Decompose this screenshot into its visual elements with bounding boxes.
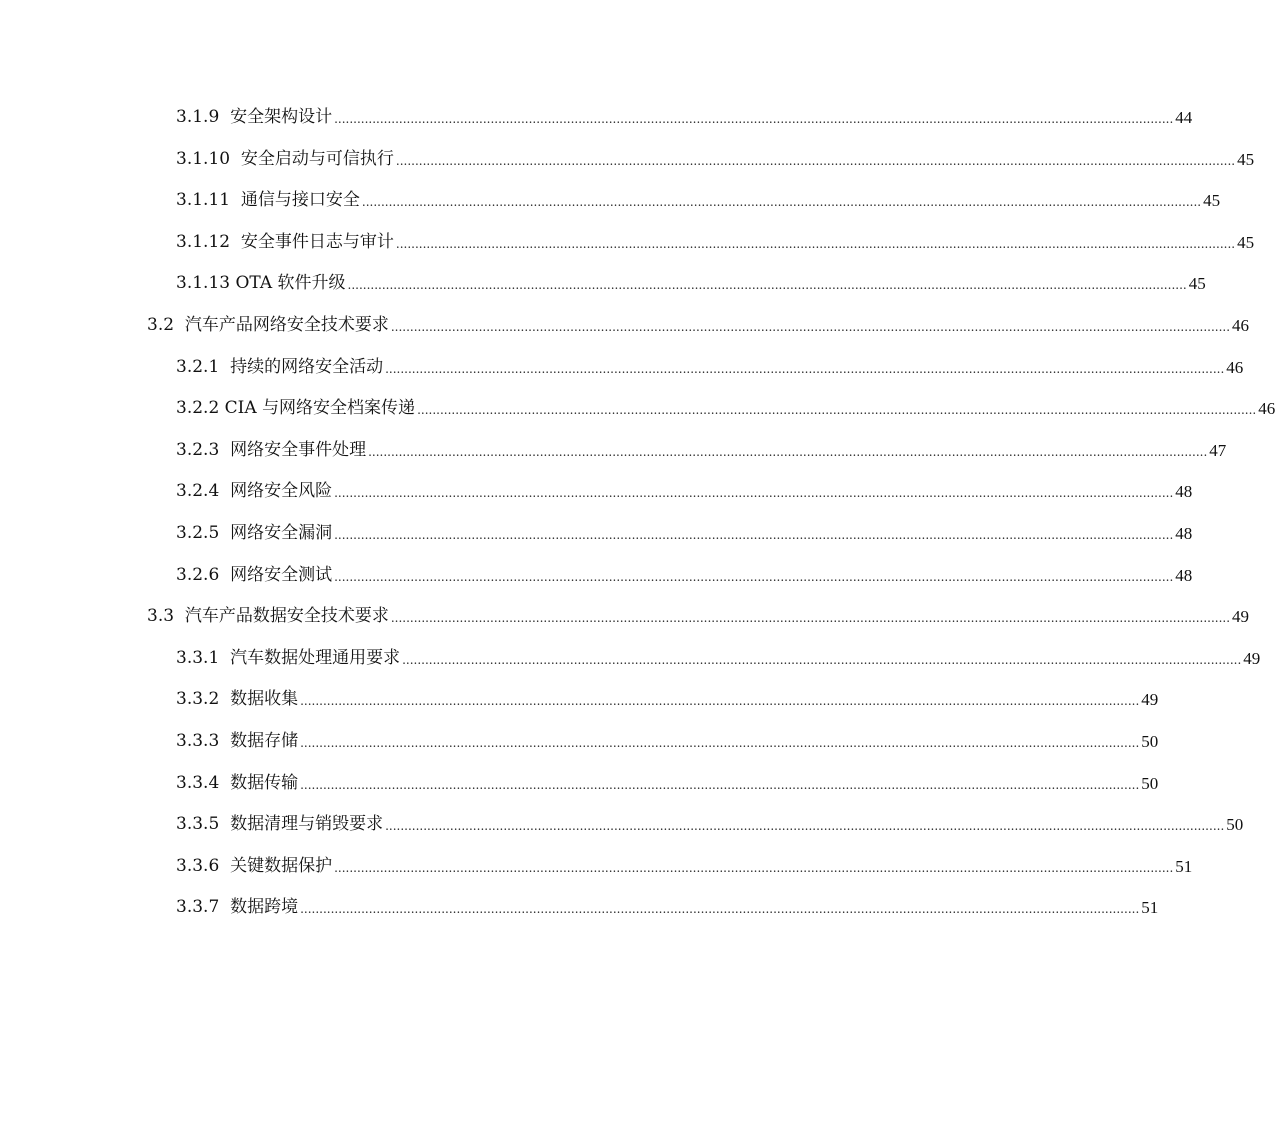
toc-entry-label: 3.2.3 网络安全事件处理 bbox=[176, 439, 367, 460]
toc-entry-label: 3.3.5 数据清理与销毁要求 bbox=[176, 814, 384, 835]
toc-entry[interactable] bbox=[176, 804, 1244, 846]
toc-entry-label: 3.3.3 数据存储 bbox=[176, 730, 299, 751]
toc-dot-leader: ............................................................................................................................................................................................................................ bbox=[368, 444, 1208, 459]
toc-dot-leader: ............................................................................................................................................................................................................................ bbox=[334, 569, 1174, 584]
toc-entry[interactable] bbox=[176, 846, 1193, 888]
toc-page-number: 50 bbox=[1226, 815, 1244, 835]
toc-page-number: 45 bbox=[1203, 191, 1221, 211]
toc-entry[interactable] bbox=[176, 263, 1206, 305]
toc-entry[interactable] bbox=[176, 180, 1221, 222]
table-of-contents bbox=[0, 97, 1275, 929]
toc-entry[interactable] bbox=[176, 97, 1193, 139]
toc-page-number: 49 bbox=[1232, 607, 1250, 627]
toc-dot-leader: ............................................................................................................................................................................................................................ bbox=[334, 527, 1174, 542]
toc-dot-leader: ............................................................................................................................................................................................................................ bbox=[334, 860, 1174, 875]
toc-entry-label: 3.3 汽车产品数据安全技术要求 bbox=[147, 606, 389, 627]
toc-page-number: 46 bbox=[1258, 399, 1275, 419]
toc-entry[interactable] bbox=[147, 305, 1250, 347]
toc-entry[interactable] bbox=[176, 430, 1227, 472]
toc-page-number: 47 bbox=[1209, 440, 1227, 460]
toc-entry-label: 3.3.2 数据收集 bbox=[176, 689, 299, 710]
toc-entry-label: 3.1.9 安全架构设计 bbox=[176, 107, 333, 127]
toc-entry[interactable] bbox=[176, 679, 1159, 721]
toc-dot-leader: ............................................................................................................................................................................................................................ bbox=[300, 694, 1140, 709]
toc-dot-leader: ............................................................................................................................................................................................................................ bbox=[395, 153, 1236, 168]
toc-page-number: 46 bbox=[1226, 357, 1244, 377]
toc-entry-label: 3.3.4 数据传输 bbox=[176, 772, 299, 793]
toc-entry[interactable] bbox=[176, 763, 1159, 805]
toc-entry-label: 3.2.5 网络安全漏洞 bbox=[176, 522, 333, 543]
toc-entry-label: 3.1.12 安全事件日志与审计 bbox=[176, 231, 394, 252]
toc-dot-leader: ............................................................................................................................................................................................................................ bbox=[334, 112, 1174, 126]
toc-page-number: 50 bbox=[1141, 731, 1159, 751]
toc-page-number: 46 bbox=[1232, 315, 1250, 335]
toc-entry-label: 3.2.6 网络安全测试 bbox=[176, 564, 333, 585]
toc-dot-leader: ............................................................................................................................................................................................................................ bbox=[402, 652, 1242, 667]
toc-dot-leader: ............................................................................................................................................................................................................................ bbox=[300, 902, 1140, 917]
toc-dot-leader: ............................................................................................................................................................................................................................ bbox=[390, 319, 1231, 334]
toc-page-number: 48 bbox=[1175, 523, 1193, 543]
toc-dot-leader: ............................................................................................................................................................................................................................ bbox=[361, 195, 1202, 210]
toc-entry-label: 3.3.6 关键数据保护 bbox=[176, 855, 333, 876]
toc-dot-leader: ............................................................................................................................................................................................................................ bbox=[385, 361, 1225, 376]
toc-entry[interactable] bbox=[176, 513, 1193, 555]
toc-entry[interactable] bbox=[176, 222, 1255, 264]
toc-entry[interactable] bbox=[176, 638, 1261, 680]
toc-page-number: 48 bbox=[1175, 482, 1193, 502]
toc-entry-label: 3.3.7 数据跨境 bbox=[176, 897, 299, 918]
toc-page-number: 51 bbox=[1141, 898, 1159, 918]
toc-entry-label: 3.2.2 CIA 与网络安全档案传递 bbox=[176, 398, 416, 419]
toc-page-number: 44 bbox=[1175, 108, 1193, 127]
toc-entry-label: 3.1.10 安全启动与可信执行 bbox=[176, 148, 394, 169]
toc-entry-label: 3.2.1 持续的网络安全活动 bbox=[176, 356, 384, 377]
toc-dot-leader: ............................................................................................................................................................................................................................ bbox=[417, 403, 1257, 418]
toc-entry-label: 3.1.11 通信与接口安全 bbox=[176, 190, 360, 211]
toc-entry[interactable] bbox=[176, 555, 1193, 597]
toc-entry-label: 3.2 汽车产品网络安全技术要求 bbox=[147, 314, 389, 335]
toc-page-number: 50 bbox=[1141, 773, 1159, 793]
toc-entry[interactable] bbox=[176, 721, 1159, 763]
toc-dot-leader: ............................................................................................................................................................................................................................ bbox=[395, 236, 1236, 251]
toc-entry[interactable] bbox=[176, 388, 1275, 430]
toc-page-number: 45 bbox=[1237, 232, 1255, 252]
toc-dot-leader: ............................................................................................................................................................................................................................ bbox=[347, 278, 1187, 293]
toc-entry-label: 3.2.4 网络安全风险 bbox=[176, 481, 333, 502]
toc-page-number: 51 bbox=[1175, 856, 1193, 876]
toc-dot-leader: ............................................................................................................................................................................................................................ bbox=[300, 777, 1140, 792]
toc-entry[interactable] bbox=[176, 471, 1193, 513]
toc-page-number: 49 bbox=[1141, 690, 1159, 710]
toc-page-number: 45 bbox=[1188, 274, 1206, 294]
toc-entry[interactable] bbox=[176, 347, 1244, 389]
toc-page-number: 49 bbox=[1243, 648, 1261, 668]
toc-page-number: 48 bbox=[1175, 565, 1193, 585]
toc-entry[interactable] bbox=[176, 887, 1159, 929]
toc-page-number: 45 bbox=[1237, 149, 1255, 169]
toc-dot-leader: ............................................................................................................................................................................................................................ bbox=[334, 486, 1174, 501]
toc-dot-leader: ............................................................................................................................................................................................................................ bbox=[390, 611, 1231, 626]
toc-dot-leader: ............................................................................................................................................................................................................................ bbox=[385, 819, 1225, 834]
toc-dot-leader: ............................................................................................................................................................................................................................ bbox=[300, 735, 1140, 750]
toc-entry[interactable] bbox=[176, 139, 1255, 181]
toc-entry-label: 3.1.13 OTA 软件升级 bbox=[176, 273, 346, 294]
toc-entry[interactable] bbox=[147, 596, 1250, 638]
toc-entry-label: 3.3.1 汽车数据处理通用要求 bbox=[176, 647, 401, 668]
